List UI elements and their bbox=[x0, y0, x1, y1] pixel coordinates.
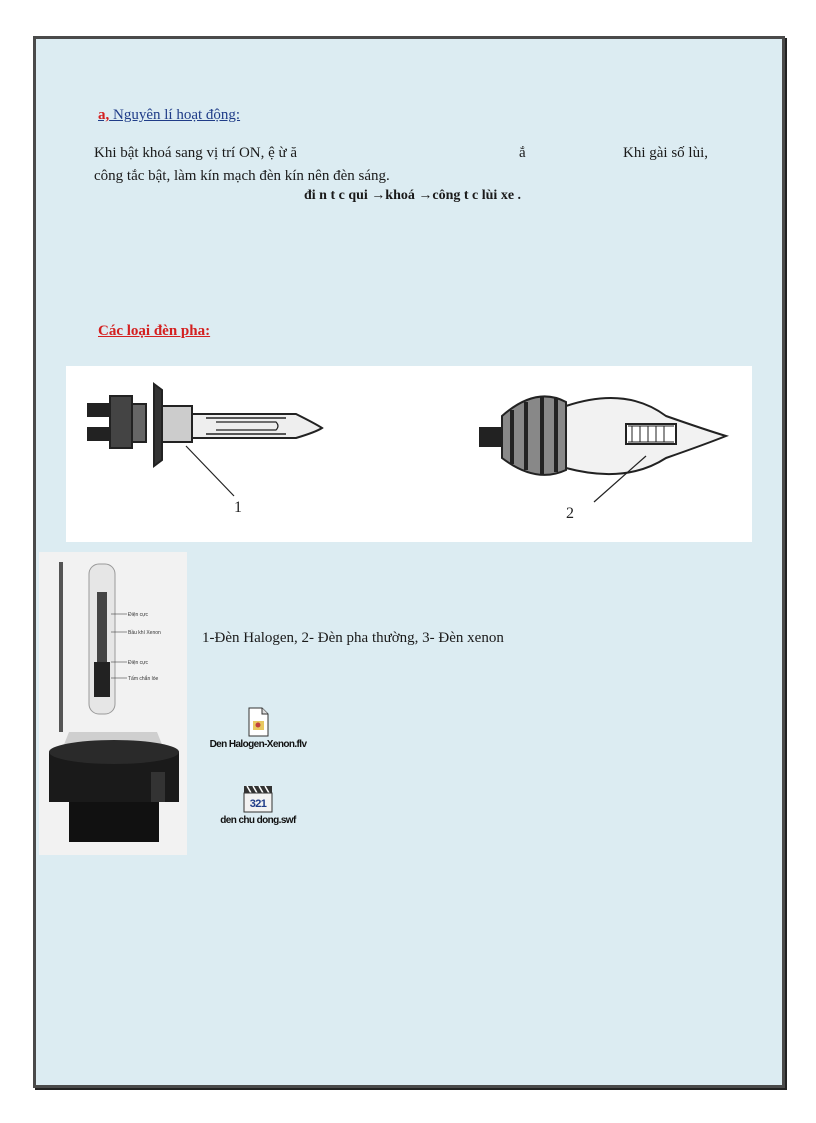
file-halogen-xenon[interactable] bbox=[208, 707, 308, 750]
xenon-bulb-photo bbox=[39, 552, 187, 855]
bulb-diagram-svg bbox=[66, 366, 752, 542]
photo-label-electrode-1: Điện cực bbox=[128, 612, 149, 618]
line1-right: Khi gài số lùi, bbox=[623, 145, 708, 161]
file-name-halogen-xenon: Den Halogen-Xenon.flv bbox=[209, 739, 307, 750]
section-a-prefix: a, bbox=[98, 107, 110, 123]
section-b-heading: Các loại đèn pha: bbox=[98, 323, 211, 339]
figure-caption: 1-Đèn Halogen, 2- Đèn pha thường, 3- Đèn xenon bbox=[202, 630, 504, 646]
media-badge-text: 321 bbox=[249, 798, 267, 810]
section-a-title: Nguyên lí hoạt động: bbox=[113, 107, 241, 123]
paragraph-line-3: đi n t c qui →khoá →công t c lùi xe . bbox=[304, 188, 522, 203]
xenon-bulb-svg bbox=[39, 552, 187, 855]
section-a-heading bbox=[98, 107, 240, 124]
photo-label-shield: Tấm chắn lóe bbox=[128, 676, 159, 682]
headlamp-diagram bbox=[66, 366, 752, 542]
file-den-chu-dong[interactable] bbox=[208, 785, 308, 826]
file-name-den-chu-dong: den chu dong.swf bbox=[220, 815, 296, 826]
photo-label-xenon: Bầu khí Xenon bbox=[128, 630, 161, 636]
regular-bulb-drawing bbox=[480, 396, 726, 502]
document-icon bbox=[247, 707, 269, 737]
line1-mid: ắ bbox=[519, 145, 526, 161]
halogen-bulb-drawing bbox=[88, 384, 322, 496]
document-page bbox=[33, 36, 785, 1088]
diagram-label-1: 1 bbox=[234, 499, 242, 516]
media-player-icon bbox=[243, 785, 273, 813]
diagram-label-2: 2 bbox=[566, 505, 574, 522]
paragraph-line-2: công tắc bật, làm kín mạch đèn kín nên đèn sáng. bbox=[94, 168, 390, 184]
photo-label-electrode-2: Điện cực bbox=[128, 660, 149, 666]
line1-left: Khi bật khoá sang vị trí ON, ệ ừ ă bbox=[94, 145, 298, 161]
paragraph-line-1 bbox=[94, 145, 708, 162]
